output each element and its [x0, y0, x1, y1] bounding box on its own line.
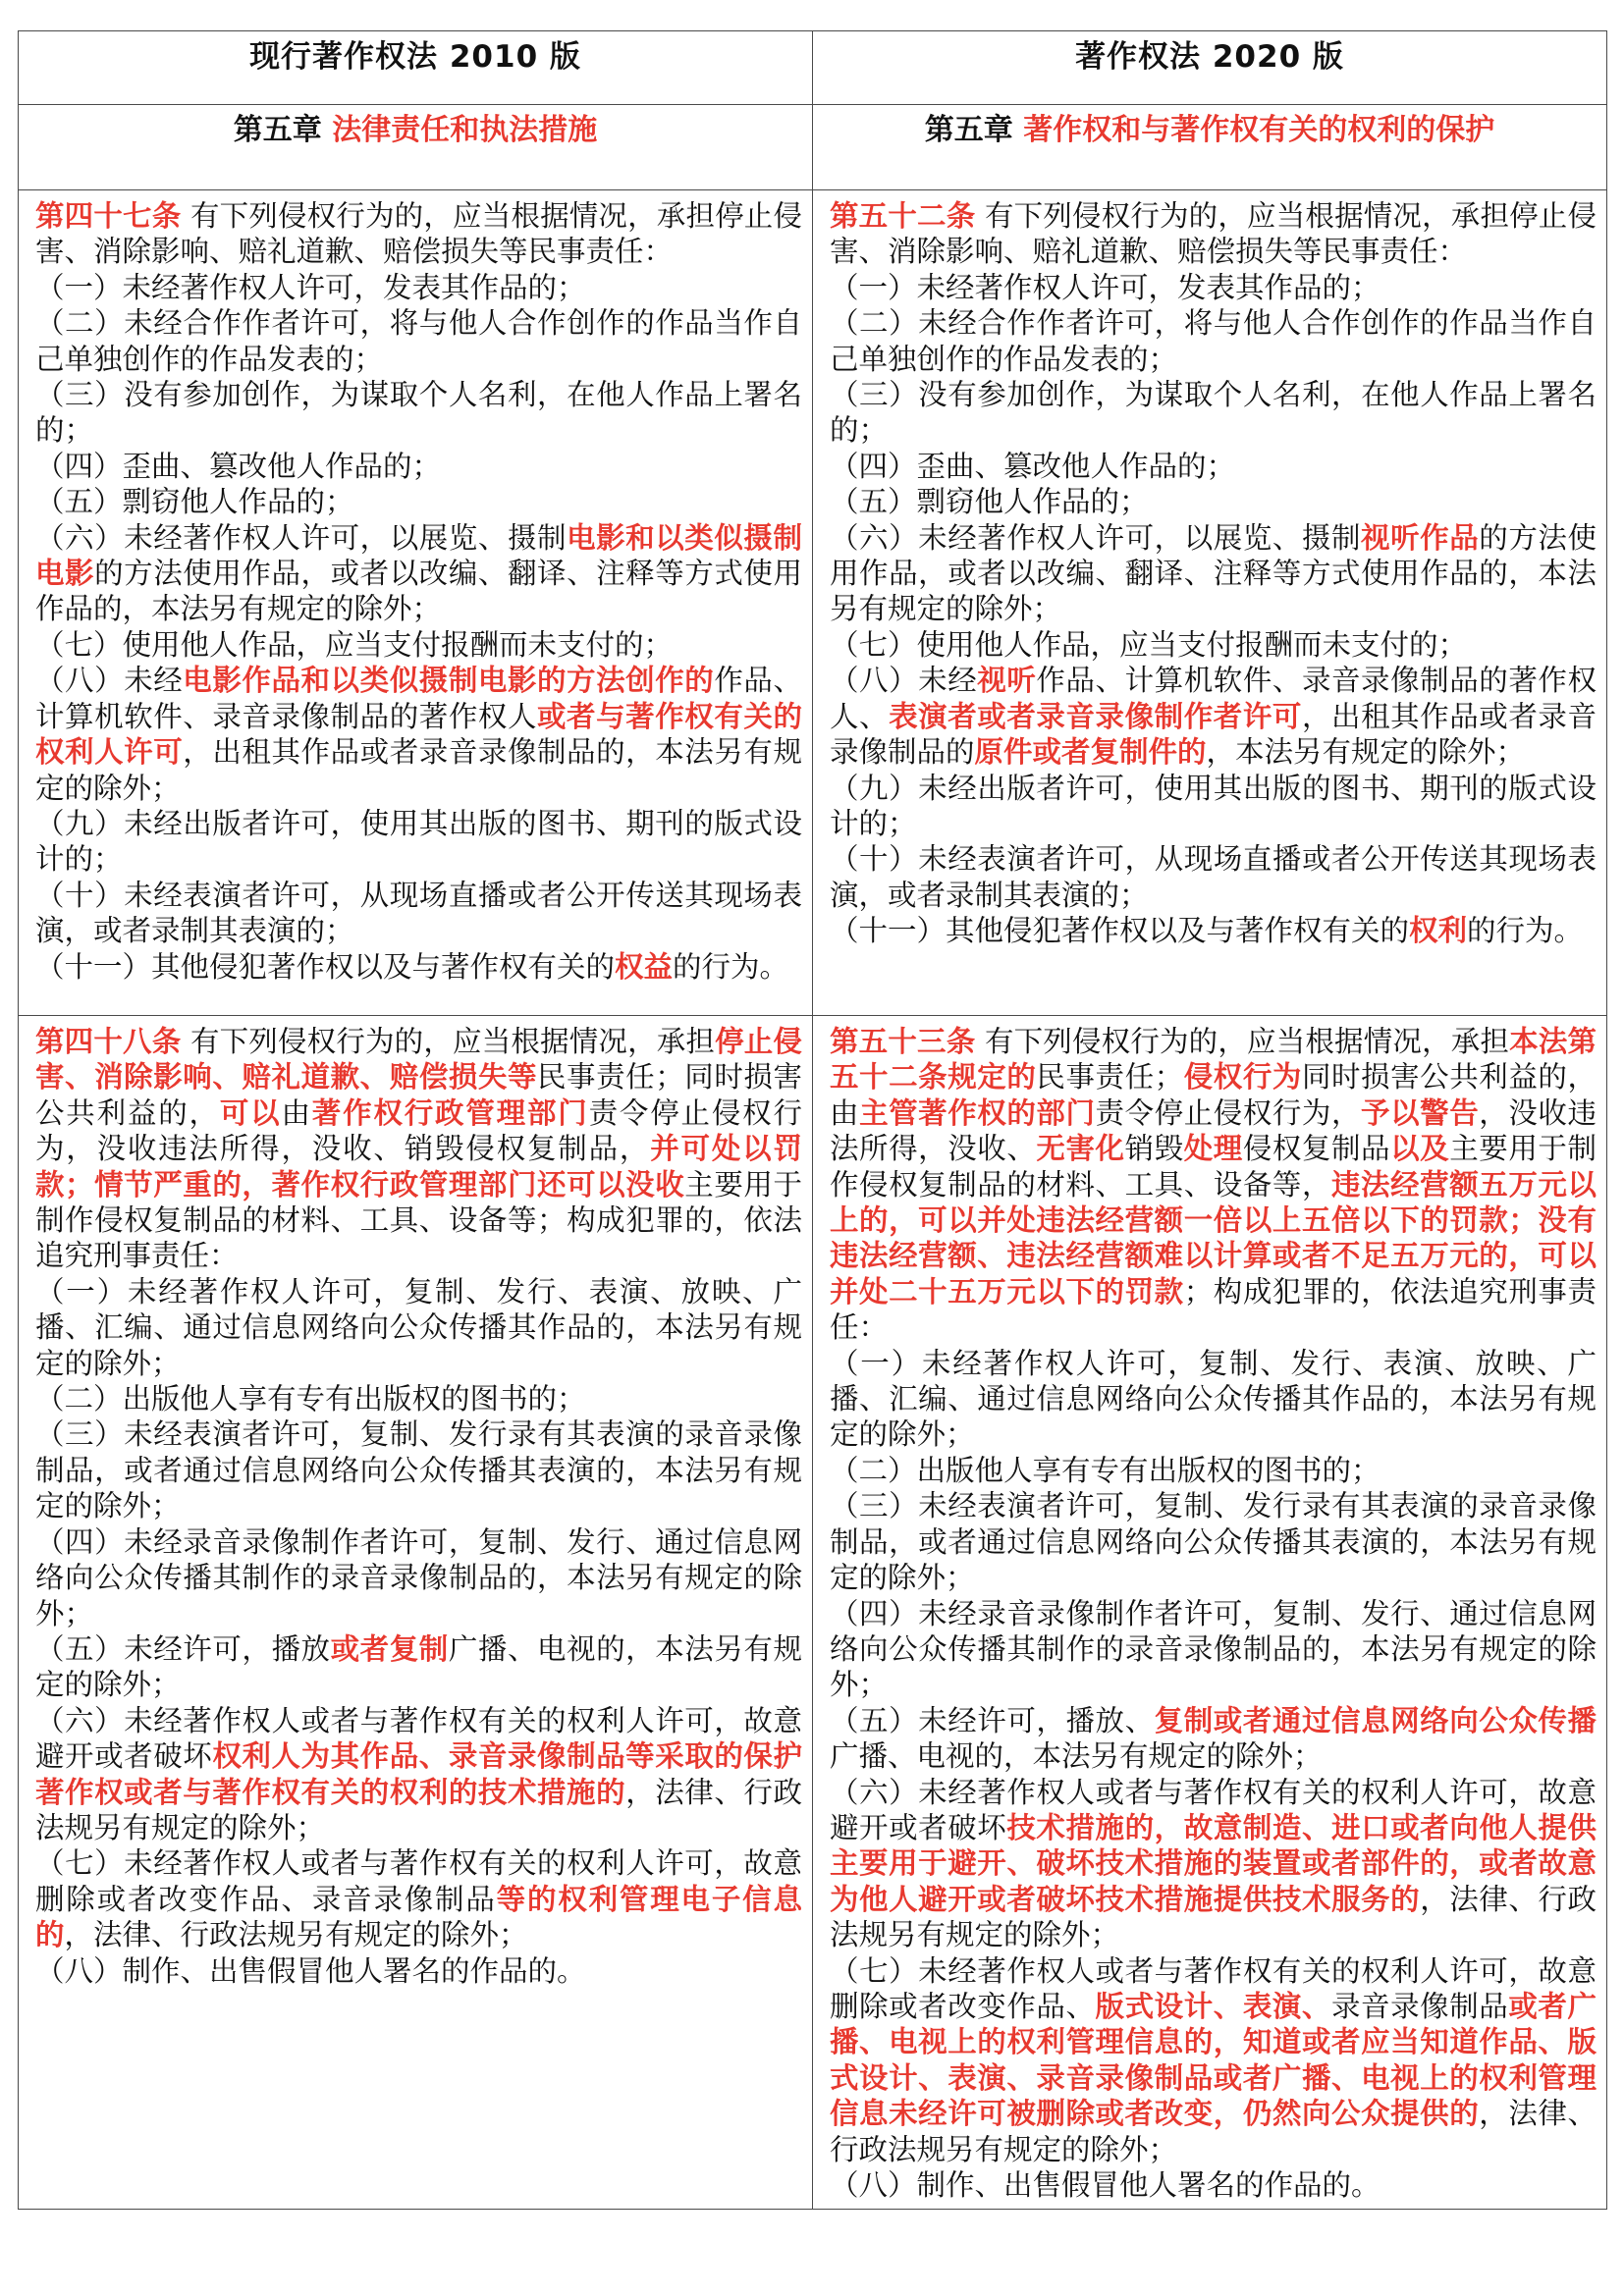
- left-chapter-number: 第五章: [233, 113, 322, 147]
- body-text: （二）出版他人享有专有出版权的图书的；: [830, 1453, 1380, 1487]
- body-text: （一）未经著作权人许可，发表其作品的；: [830, 270, 1380, 304]
- body-text: 作品、计算机软件、录音录像制品的著作权人、: [830, 664, 1597, 733]
- highlighted-text: 停止侵害、消除影响、赔礼道歉、赔偿损失等: [35, 1025, 802, 1095]
- body-text: ，法律、行政法规另有规定的除外；: [830, 2097, 1597, 2166]
- article-item-paragraph: [830, 913, 1597, 948]
- body-text: ，法律、行政法规另有规定的除外；: [35, 1775, 802, 1844]
- body-text: 的行为。: [673, 949, 789, 984]
- right-chapter-name: 著作权和与著作权有关的权利的保护: [1023, 113, 1495, 147]
- body-text: 主要用于制作侵权复制品的材料、工具、设备等，: [830, 1132, 1597, 1201]
- article-item-paragraph: [830, 377, 1597, 449]
- body-text: （五）剽窃他人作品的；: [35, 485, 354, 519]
- highlighted-text: 等的权利管理电子信息的: [35, 1882, 802, 1952]
- body-text: ，本法另有规定的除外；: [1206, 735, 1526, 770]
- body-text: （五）剽窃他人作品的；: [830, 485, 1149, 519]
- body-text: 录音录像制品: [1331, 1989, 1509, 2023]
- body-text: （四）未经录音录像制作者许可，复制、发行、通过信息网络向公众传播其制作的录音录像制品的，本法另有规定的除外；: [830, 1596, 1597, 1702]
- highlighted-text: 并可处以罚款；情节严重的，著作权行政管理部门还可以没收: [35, 1132, 802, 1201]
- body-text: 有下列侵权行为的，应当根据情况，承担: [975, 1025, 1510, 1058]
- body-text: 主要用于制作侵权复制品的材料、工具、设备等；构成犯罪的，依法追究刑事责任：: [35, 1167, 802, 1273]
- article-lead-paragraph: [35, 1024, 802, 1274]
- highlighted-text: 版式设计、表演、: [1095, 1989, 1331, 2023]
- highlighted-text: 第五十二条: [830, 199, 976, 233]
- body-text: （十）未经表演者许可，从现场直播或者公开传送其现场表演，或者录制其表演的；: [35, 878, 802, 948]
- article-item-paragraph: [35, 1703, 802, 1846]
- body-text: （七）未经著作权人或者与著作权有关的权利人许可，故意删除或者改变作品、录音录像制品: [35, 1846, 802, 1916]
- article-item-paragraph: [35, 449, 802, 484]
- article-item-paragraph: [830, 1596, 1597, 1703]
- article-item-paragraph: [35, 806, 802, 878]
- body-text: （五）未经许可，播放: [35, 1631, 331, 1666]
- article-item-paragraph: [830, 1703, 1597, 1775]
- body-text: （三）未经表演者许可，复制、发行录有其表演的录音录像制品，或者通过信息网络向公众传播其表演的，本法另有规定的除外；: [830, 1489, 1597, 1595]
- article-item-paragraph: [830, 1953, 1597, 2167]
- body-text: 广播、电视的，本法另有规定的除外；: [830, 1739, 1323, 1774]
- body-text: 民事责任；同时损害公共利益的，: [35, 1060, 802, 1130]
- right-chapter-heading: [813, 105, 1607, 190]
- highlighted-text: 表演者或者录音录像制作者许可: [889, 699, 1302, 733]
- body-text: （六）未经著作权人或者与著作权有关的权利人许可，故意避开或者破坏: [35, 1703, 802, 1774]
- right-chapter-number: 第五章: [924, 113, 1013, 147]
- highlighted-text: 视听: [977, 664, 1037, 698]
- article-item-paragraph: [35, 305, 802, 377]
- body-text: 有下列侵权行为的，应当根据情况，承担停止侵害、消除影响、赔礼道歉、赔偿损失等民事责任：: [830, 199, 1597, 269]
- highlighted-text: 处理: [1183, 1132, 1243, 1166]
- article-item-paragraph: [35, 878, 802, 949]
- highlighted-text: 本法第五十二条规定的: [830, 1025, 1597, 1095]
- body-text: （六）未经著作权人许可，以展览、摄制: [35, 520, 568, 555]
- body-text: （七）使用他人作品，应当支付报酬而未支付的；: [830, 627, 1468, 662]
- body-text: 有下列侵权行为的，应当根据情况，承担: [181, 1025, 716, 1058]
- article-item-paragraph: [830, 1346, 1597, 1453]
- body-text: 民事责任；: [1036, 1060, 1184, 1095]
- body-text: （二）未经合作作者许可，将与他人合作创作的作品当作自己单独创作的作品发表的；: [35, 306, 802, 376]
- body-text: 责令停止侵权行为，: [1095, 1095, 1362, 1130]
- body-text: ，出租其作品或者录音录像制品的，本法另有规定的除外；: [35, 735, 802, 805]
- highlighted-text: 权利人为其作品、录音录像制品等采取的保护著作权或者与著作权有关的权利的技术措施的: [35, 1739, 802, 1809]
- body-text: （六）未经著作权人许可，以展览、摄制: [830, 520, 1362, 555]
- article-item-paragraph: [35, 1524, 802, 1631]
- article-item-paragraph: [35, 949, 802, 985]
- body-text: （八）未经: [35, 664, 184, 698]
- highlighted-text: 或者与著作权有关的权利人许可: [35, 699, 802, 770]
- highlighted-text: 权益: [615, 949, 674, 984]
- article-cell-2020: [813, 190, 1607, 1016]
- article-row: [19, 190, 1607, 1016]
- comparison-table: [18, 30, 1607, 2210]
- body-text: （一）未经著作权人许可，复制、发行、表演、放映、广播、汇编、通过信息网络向公众传播其作品的，本法另有规定的除外；: [830, 1346, 1597, 1452]
- chapter-row: [19, 105, 1607, 190]
- article-item-paragraph: [35, 520, 802, 627]
- highlighted-text: 电影作品和以类似摄制电影的方法创作的: [183, 664, 715, 698]
- body-text: （四）歪曲、篡改他人作品的；: [35, 449, 442, 483]
- body-text: （一）未经著作权人许可，发表其作品的；: [35, 270, 586, 304]
- highlighted-text: 第五十三条: [830, 1025, 976, 1058]
- body-text: （十）未经表演者许可，从现场直播或者公开传送其现场表演，或者录制其表演的；: [830, 842, 1597, 912]
- body-text: 责令停止侵权行为，没收违法所得，没收、销毁侵权复制品，: [35, 1095, 802, 1166]
- body-text: 的行为。: [1467, 914, 1584, 948]
- body-text: （八）制作、出售假冒他人署名的作品的。: [35, 1953, 586, 1988]
- body-text: 作品、计算机软件、录音录像制品的著作权人: [35, 664, 802, 733]
- article-lead-paragraph: [35, 198, 802, 270]
- article-item-paragraph: [830, 841, 1597, 913]
- header-row: [19, 31, 1607, 105]
- article-item-paragraph: [35, 1416, 802, 1523]
- article-item-paragraph: [35, 1274, 802, 1381]
- body-text: （三）没有参加创作，为谋取个人名利，在他人作品上署名的；: [830, 378, 1597, 448]
- article-item-paragraph: [830, 663, 1597, 770]
- article-item-paragraph: [830, 771, 1597, 842]
- left-chapter-name: 法律责任和执法措施: [332, 113, 598, 147]
- highlighted-text: 复制或者通过信息网络向公众传播: [1154, 1703, 1597, 1737]
- body-text: （四）歪曲、篡改他人作品的；: [830, 449, 1236, 483]
- article-item-paragraph: [35, 1953, 802, 1989]
- highlighted-text: 视听作品: [1361, 520, 1480, 555]
- body-text: （八）未经: [830, 664, 978, 698]
- article-item-paragraph: [35, 1381, 802, 1416]
- body-text: 的方法使用作品，或者以改编、翻译、注释等方式使用作品的，本法另有规定的除外；: [35, 557, 802, 626]
- body-text: （二）未经合作作者许可，将与他人合作创作的作品当作自己单独创作的作品发表的；: [830, 306, 1597, 376]
- highlighted-text: 无害化: [1036, 1132, 1125, 1166]
- article-item-paragraph: [830, 1488, 1597, 1595]
- body-text: ，出租其作品或者录音录像制品的: [830, 699, 1597, 770]
- body-text: （三）没有参加创作，为谋取个人名利，在他人作品上署名的；: [35, 378, 802, 448]
- article-item-paragraph: [35, 377, 802, 449]
- highlighted-text: 原件或者复制件的: [974, 735, 1207, 770]
- article-item-paragraph: [830, 1453, 1597, 1488]
- article-item-paragraph: [830, 449, 1597, 484]
- body-text: 有下列侵权行为的，应当根据情况，承担停止侵害、消除影响、赔礼道歉、赔偿损失等民事责任：: [35, 199, 802, 269]
- highlighted-text: 违法经营额五万元以上的，可以并处违法经营额一倍以上五倍以下的罚款；没有违法经营额、违法经营额难以计算或者不足五万元的，可以并处二十五万元以下的罚款: [830, 1167, 1597, 1308]
- left-chapter-heading: [19, 105, 813, 190]
- left-column-title: 现行著作权法 2010 版: [19, 31, 813, 105]
- article-cell-2020: [813, 1016, 1607, 2210]
- body-text: ，法律、行政法规另有规定的除外；: [830, 1882, 1597, 1952]
- highlighted-text: 以及: [1390, 1132, 1450, 1166]
- highlighted-text: 或者广播、电视上的权利管理信息的，知道或者应当知道作品、版式设计、表演、录音录像制品或者广播、电视上的权利管理信息未经许可被删除或者改变，仍然向公众提供的: [830, 1989, 1597, 2131]
- body-text: （十一）其他侵犯著作权以及与著作权有关的: [35, 949, 616, 984]
- highlighted-text: 著作权行政管理部门: [311, 1095, 589, 1130]
- body-text: ；构成犯罪的，依法追究刑事责任：: [830, 1274, 1597, 1345]
- body-text: 由: [281, 1095, 312, 1130]
- body-text: ，法律、行政法规另有规定的除外；: [64, 1918, 528, 1952]
- article-row: [19, 1016, 1607, 2210]
- highlighted-text: 可以: [219, 1095, 282, 1130]
- article-item-paragraph: [830, 270, 1597, 305]
- highlighted-text: 技术措施的，故意制造、进口或者向他人提供主要用于避开、破坏技术措施的装置或者部件的，或者故意为他人避开或者破坏技术措施提供技术服务的: [830, 1810, 1597, 1916]
- body-text: （十一）其他侵犯著作权以及与著作权有关的: [830, 914, 1410, 948]
- article-lead-paragraph: [830, 1024, 1597, 1346]
- article-item-paragraph: [830, 2167, 1597, 2203]
- body-text: （七）使用他人作品，应当支付报酬而未支付的；: [35, 627, 674, 662]
- body-text: （九）未经出版者许可，使用其出版的图书、期刊的版式设计的；: [830, 771, 1597, 840]
- body-text: 广播、电视的，本法另有规定的除外；: [35, 1631, 802, 1702]
- highlighted-text: 侵权行为: [1183, 1060, 1302, 1095]
- body-text: （五）未经许可，播放、: [830, 1703, 1155, 1737]
- body-text: （八）制作、出售假冒他人署名的作品的。: [830, 2168, 1380, 2202]
- article-item-paragraph: [830, 520, 1597, 627]
- highlighted-text: 权利: [1409, 914, 1468, 948]
- article-item-paragraph: [35, 663, 802, 806]
- body-text: （一）未经著作权人许可，复制、发行、表演、放映、广播、汇编、通过信息网络向公众传播其作品的，本法另有规定的除外；: [35, 1274, 802, 1380]
- highlighted-text: 电影和以类似摄制电影: [35, 520, 802, 591]
- body-text: 同时损害公共利益的，由: [830, 1060, 1597, 1130]
- right-column-title: 著作权法 2020 版: [813, 31, 1607, 105]
- article-cell-2010: [19, 190, 813, 1016]
- highlighted-text: 或者复制: [330, 1631, 449, 1666]
- highlighted-text: 第四十七条: [35, 199, 182, 233]
- body-text: （二）出版他人享有专有出版权的图书的；: [35, 1382, 586, 1416]
- article-item-paragraph: [35, 627, 802, 663]
- body-text: （三）未经表演者许可，复制、发行录有其表演的录音录像制品，或者通过信息网络向公众传播其表演的，本法另有规定的除外；: [35, 1417, 802, 1523]
- article-lead-paragraph: [830, 198, 1597, 270]
- body-text: （四）未经录音录像制作者许可，复制、发行、通过信息网络向公众传播其制作的录音录像制品的，本法另有规定的除外；: [35, 1524, 802, 1630]
- body-text: 侵权复制品: [1242, 1132, 1391, 1166]
- article-item-paragraph: [35, 484, 802, 519]
- body-text: （七）未经著作权人或者与著作权有关的权利人许可，故意删除或者改变作品、: [830, 1953, 1597, 2023]
- article-cell-2010: [19, 1016, 813, 2210]
- article-item-paragraph: [35, 1845, 802, 1952]
- body-text: （九）未经出版者许可，使用其出版的图书、期刊的版式设计的；: [35, 806, 802, 877]
- article-item-paragraph: [35, 270, 802, 305]
- article-item-paragraph: [830, 1775, 1597, 1953]
- article-item-paragraph: [35, 1631, 802, 1703]
- body-text: 的方法使用作品，或者以改编、翻译、注释等方式使用作品的，本法另有规定的除外；: [830, 520, 1597, 626]
- article-item-paragraph: [830, 484, 1597, 519]
- article-item-paragraph: [830, 627, 1597, 663]
- body-text: 销毁: [1124, 1132, 1184, 1166]
- highlighted-text: 主管著作权的部门: [859, 1095, 1096, 1130]
- highlighted-text: 第四十八条: [35, 1025, 182, 1058]
- highlighted-text: 予以警告: [1361, 1095, 1480, 1130]
- article-item-paragraph: [830, 305, 1597, 377]
- body-text: （六）未经著作权人或者与著作权有关的权利人许可，故意避开或者破坏: [830, 1775, 1597, 1844]
- body-text: ，没收违法所得，没收、: [830, 1095, 1597, 1166]
